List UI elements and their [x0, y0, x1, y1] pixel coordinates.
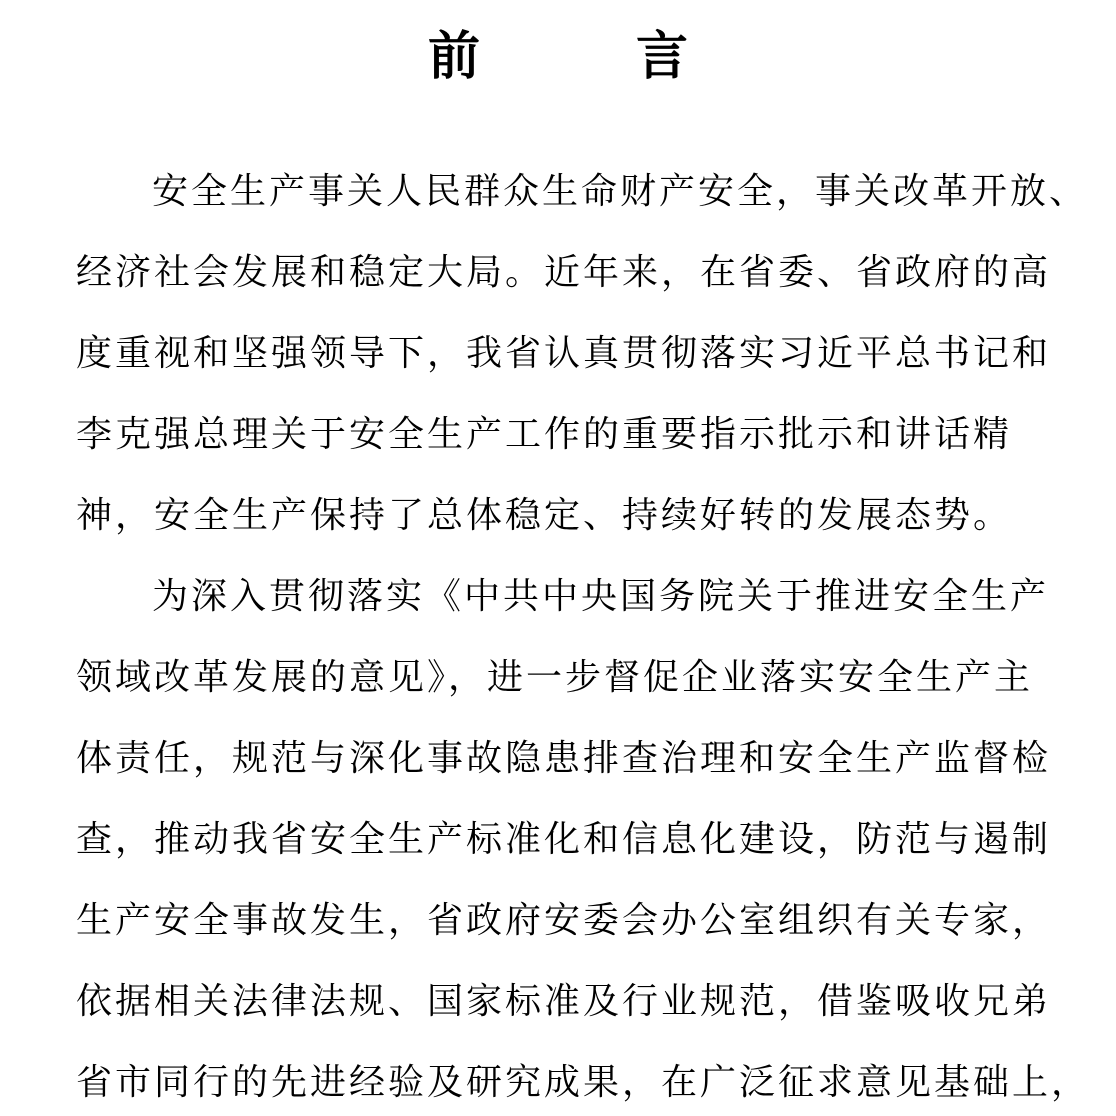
paragraph-2-line-2: 领域改革发展的意见》，进一步督促企业落实安全生产主 — [76, 657, 1034, 698]
page-title: 前 言 — [427, 26, 740, 87]
paragraph-2-line-3: 体责任，规范与深化事故隐患排查治理和安全生产监督检 — [76, 738, 1052, 779]
paragraph-2-line-6: 依据相关法律法规、国家标准及行业规范，借鉴吸收兄弟 — [76, 981, 1052, 1022]
paragraph-2-line-7: 省市同行的先进经验及研究成果，在广泛征求意见基础上， — [76, 1062, 1091, 1103]
paragraph-1-line-2: 经济社会发展和稳定大局。近年来，在省委、省政府的高 — [76, 252, 1052, 293]
paragraph-2-line-4: 查，推动我省安全生产标准化和信息化建设，防范与遏制 — [76, 819, 1052, 860]
paragraph-2-line-5: 生产安全事故发生，省政府安委会办公室组织有关专家， — [76, 900, 1052, 941]
paragraph-2-line-1: 为深入贯彻落实《中共中央国务院关于推进安全生产 — [152, 576, 1050, 617]
paragraph-1-line-3: 度重视和坚强领导下，我省认真贯彻落实习近平总书记和 — [76, 333, 1052, 374]
paragraph-1-line-5: 神，安全生产保持了总体稳定、持续好转的发展态势。 — [76, 495, 1013, 536]
paragraph-1-line-1: 安全生产事关人民群众生命财产安全，事关改革开放、 — [152, 171, 1089, 212]
paragraph-1-line-4: 李克强总理关于安全生产工作的重要指示批示和讲话精 — [76, 414, 1013, 455]
